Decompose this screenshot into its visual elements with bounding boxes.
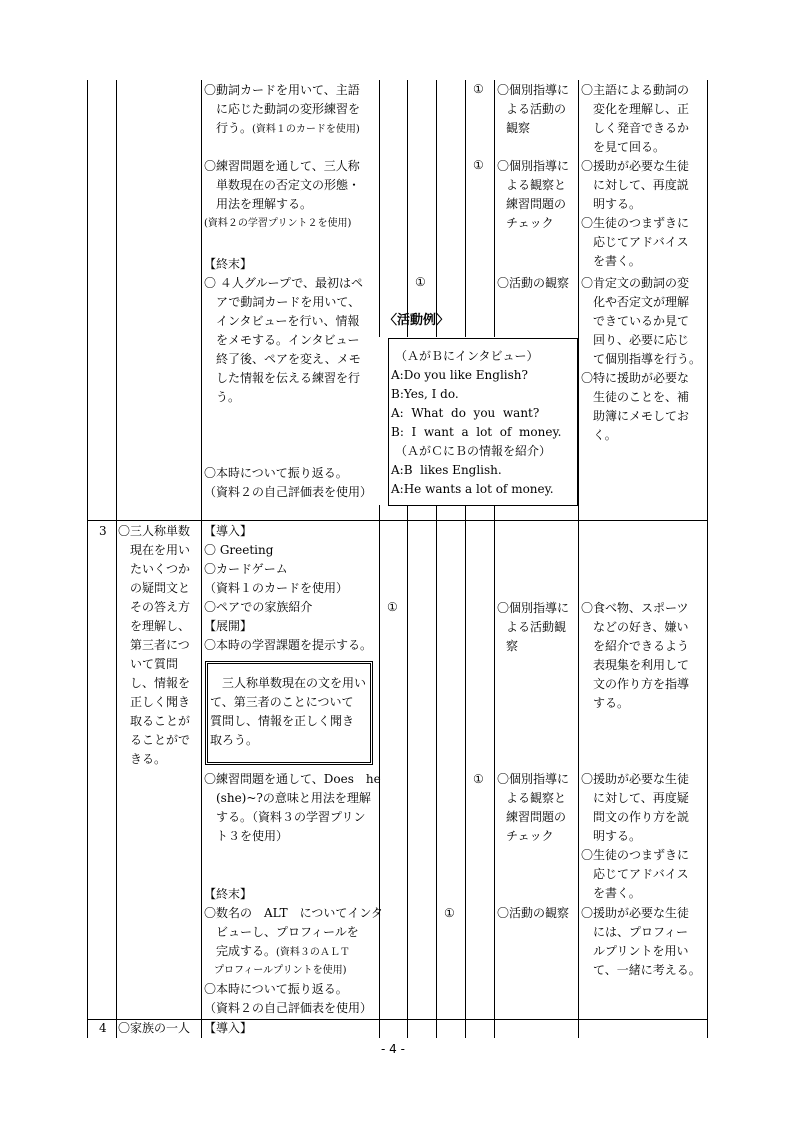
practice-step: 〇練習問題を通して、Does he (she)~?の意味と用法を理解 する。（資料３の学習プリン ト３を使用） xyxy=(204,772,381,843)
lesson-goal: 〇三人称単数 現在を用い たいくつか の疑問文と その答え方 を理解し、 第三者につ いて質問 し、情報を 正しく聞き 取ることが ることがで きる。 xyxy=(118,524,191,766)
support-notes: 〇援助が必要な生徒 に対して、再度説 明する。 〇生徒のつまずきに 応じてアドバイス を書く。 xyxy=(581,159,690,268)
lesson-number: 3 xyxy=(99,524,107,538)
support-notes: 〇肯定文の動詞の変 化や否定文が理解 できているか見て 回り、必要に応じ て個別指導を行う。 〇特に援助が必要な 生徒のことを、補 助簿にメモしてお く。 xyxy=(581,276,702,442)
table-divider xyxy=(465,520,466,1038)
example-title: 〈活動例〉 xyxy=(384,313,450,328)
evaluation-method: 〇活動の観察 xyxy=(497,276,570,290)
example-box xyxy=(388,338,578,506)
intro-section: 【導入】 xyxy=(204,1021,253,1035)
table-divider xyxy=(578,520,579,1038)
table-divider xyxy=(379,505,380,521)
table-border-left xyxy=(87,520,88,1038)
reflection: 〇本時について振り返る。 （資料２の自己評価表を使用） xyxy=(204,466,373,499)
table-divider xyxy=(436,520,437,1038)
learning-task: 三人称単数現在の文を用い て、第三者のことについて 質問し、情報を正しく聞き 取ろう。 xyxy=(210,676,367,747)
evaluation-mark: ① xyxy=(473,158,484,172)
evaluation-method: 〇個別指導に よる観察と 練習問題の チェック xyxy=(497,772,570,843)
table-divider xyxy=(465,80,466,337)
table-divider xyxy=(436,80,437,337)
table-border-right xyxy=(707,80,708,521)
evaluation-mark: ① xyxy=(473,82,484,96)
activity-step-1: 〇動詞カードを用いて、主語 に応じた動詞の変形練習を 行う。(資料１のカードを使用) xyxy=(204,83,361,135)
table-divider xyxy=(407,505,408,521)
table-divider xyxy=(201,80,202,521)
table-divider xyxy=(201,520,202,1038)
table-divider xyxy=(436,505,437,521)
example-dialogue: （ＡがＢにインタビュー） A:Do you like English? B:Yes, I do. A: What do you want? B: I want a lot of money. （ＡがＣにＢの情報を紹介） A:B likes English. A:He wants a lot of money. xyxy=(391,349,562,496)
evaluation-method: 〇個別指導に よる観察と 練習問題の チェック xyxy=(497,159,570,230)
table-divider xyxy=(379,80,380,337)
lesson-goal: 〇家族の一人 xyxy=(118,1021,191,1035)
evaluation-mark: ① xyxy=(415,275,426,289)
learning-task-box xyxy=(205,661,373,765)
table-divider xyxy=(494,520,495,1038)
page-number: - 4 - xyxy=(381,1042,405,1056)
evaluation-method: 〇個別指導に よる活動の 観察 xyxy=(497,83,570,135)
closing-section: 【終末】 〇 ４人グループで、最初はペ アで動詞カードを用いて、 インタビューを行い、情報 をメモする。インタビュー 終了後、ペアを変え、メモ した情報を伝える練習を行 う。 xyxy=(204,257,363,404)
table-border-right xyxy=(707,520,708,1038)
closing-section: 【終末】 〇数名の ALT についてインタ ビューし、プロフィールを 完成する。(資料３のＡＬＴ プロフィールプリントを使用) 〇本時について振り返る。 （資料２の自己評価表を使用） xyxy=(204,887,383,1015)
intro-section: 【導入】 〇 Greeting 〇カードゲーム （資料１のカードを使用） 〇ペアでの家族紹介 【展開】 〇本時の学習課題を提示する。 xyxy=(204,524,373,652)
row-separator xyxy=(87,520,708,521)
support-notes: 〇援助が必要な生徒 には、プロフィー ルプリントを用い て、一緒に考える。 xyxy=(581,906,701,977)
table-divider xyxy=(116,80,117,521)
support-notes: 〇主語による動詞の 変化を理解し、正 しく発音できるか を見て回る。 xyxy=(581,83,690,154)
support-notes: 〇食べ物、スポーツ などの好き、嫌い を紹介できるよう 表現集を利用して 文の作り方を指導 する。 xyxy=(581,601,690,710)
evaluation-method: 〇活動の観察 xyxy=(497,906,570,920)
table-divider xyxy=(494,80,495,337)
table-divider xyxy=(578,80,579,521)
evaluation-method: 〇個別指導に よる活動観 察 xyxy=(497,601,570,653)
table-border-left xyxy=(87,80,88,521)
table-divider xyxy=(465,505,466,521)
table-divider xyxy=(407,520,408,1038)
evaluation-mark: ① xyxy=(444,906,455,920)
evaluation-mark: ① xyxy=(473,772,484,786)
support-notes: 〇援助が必要な生徒 に対して、再度疑 問文の作り方を説 明する。 〇生徒のつまずきに 応じてアドバイス を書く。 xyxy=(581,772,690,900)
activity-step-2: 〇練習問題を通して、三人称 単数現在の否定文の形態・ 用法を理解する。 (資料２の学習プリント２を使用) xyxy=(204,159,361,229)
lesson-number: 4 xyxy=(99,1021,107,1035)
table-divider xyxy=(116,520,117,1038)
evaluation-mark: ① xyxy=(387,600,398,614)
table-divider xyxy=(494,505,495,521)
table-divider xyxy=(407,80,408,337)
